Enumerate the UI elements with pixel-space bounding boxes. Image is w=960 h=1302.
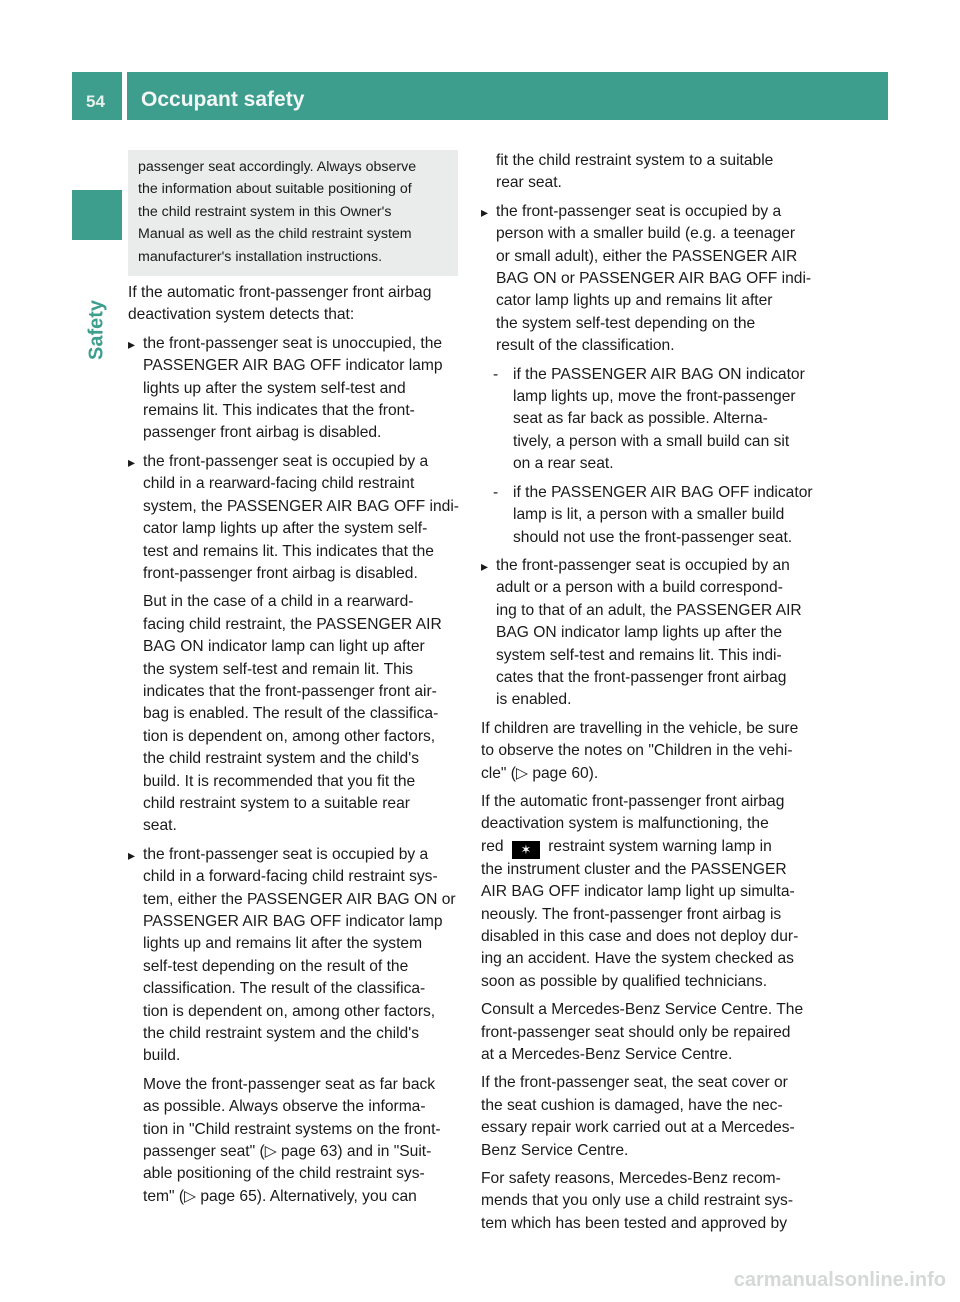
- bullet-item: ▸ the front-passenger seat is unoccupied, the PASSENGER AIR BAG OFF indicator lamp lights up after the system self-test and remains lit. This indicates that the front- passenger front airbag is disabled.: [128, 333, 458, 445]
- watermark: carmanualsonline.info: [733, 1269, 946, 1291]
- paragraph: Consult a Mercedes-Benz Service Centre. The front-passenger seat should only be repaired at a Mercedes-Benz Service Centre.: [481, 1001, 804, 1064]
- note-box: [128, 150, 458, 276]
- dash-item: - if the PASSENGER AIR BAG ON indicator lamp lights up, move the front-passenger seat as far back as possible. Alterna- tively, a person with a small build can sit on a rear seat.: [481, 364, 813, 476]
- intro-paragraph: If the automatic front-passenger front airbag deactivation system detects that:: [128, 284, 432, 324]
- paragraph: If children are travelling in the vehicle, be sure to observe the notes on "Children in the vehi- cle" (▷ page 60).: [481, 719, 799, 782]
- bullet-continuation: fit the child restraint system to a suitable rear seat.: [496, 152, 774, 192]
- restraint-warning-lamp-icon: ✶: [512, 841, 540, 859]
- page-number-tab: [72, 72, 122, 120]
- right-column: [481, 150, 813, 1241]
- bullet-item: ▸ the front-passenger seat is occupied by a person with a smaller build (e.g. a teenager or small adult), either the PASSENGER AIR BAG ON or PASSENGER AIR BAG OFF indi- cator lamp lights up and remains lit after the system self-test depending on the result of the classification.: [481, 201, 813, 358]
- dash-item: - if the PASSENGER AIR BAG OFF indicator lamp is lit, a person with a smaller build should not use the front-passenger seat.: [481, 482, 813, 549]
- bullet-item: ▸ the front-passenger seat is occupied by a child in a forward-facing child restraint sys- tem, either the PASSENGER AIR BAG ON or PASSENGER AIR BAG OFF indicator lamp lights up and remains lit after the system self-test depending on the result of the classification. The result of the classifica- tion is dependent on, among other factors, the child restraint system and the child's build. Move the front-passenger seat as far back as possible. Always observe the informa- tion in "Child restraint systems on the front- passenger seat" (▷ page 63) and in "Suit- able positioning of the child restraint sys- tem" (▷ page 65). Alternatively, you can: [128, 844, 458, 1209]
- paragraph: If the automatic front-passenger front airbag deactivation system is malfunctioning, the red ✶ restraint system warning lamp in the instrument cluster and the PASSENGER AIR BAG OFF indicator lamp light up simulta- neously. The front-passenger front airbag is disabled in this case and does not deploy dur- ing an accident. Have the system checked as soon as possible by qualified technicians.: [481, 792, 799, 990]
- left-column: [128, 150, 458, 1214]
- paragraph: If the front-passenger seat, the seat cover or the seat cushion is damaged, have the nec- essary repair work carried out at a Mercedes- Benz Service Centre.: [481, 1074, 795, 1159]
- bullet-subparagraph: Move the front-passenger seat as far back as possible. Always observe the informa- tion in "Child restraint systems on the front- passenger seat" (▷ page 63) and in "Suit- able positioning of the child restraint sys- tem" (▷ page 65). Alternatively, you can: [143, 1075, 441, 1205]
- bullet-subparagraph: But in the case of a child in a rearward- facing child restraint, the PASSENGER AIR BAG ON indicator lamp can light up after the system self-test and remain lit. This indicates that the front-passenger front air- bag is enabled. The result of the classifica- tion is dependent on, among other factors, the child restraint system and the child's build. It is recommended that you fit the child restraint system to a suitable rear seat.: [143, 593, 442, 835]
- section-marker: [72, 190, 122, 240]
- paragraph: For safety reasons, Mercedes-Benz recom- mends that you only use a child restraint sys- tem which has been tested and approved by: [481, 1170, 794, 1232]
- note-line: the information about suitable positioning of: [138, 181, 412, 198]
- page-title: Occupant safety: [141, 88, 305, 111]
- section-label: Safety: [85, 299, 108, 361]
- bullet-item: ▸ the front-passenger seat is occupied by a child in a rearward-facing child restraint system, the PASSENGER AIR BAG OFF indi- cator lamp lights up after the system self- test and remains lit. This indicates that the front-passenger front airbag is disabled. But in the case of a child in a rearward- facing child restraint, the PASSENGER AIR BAG ON indicator lamp can light up after the system self-test and remain lit. This indicates that the front-passenger front air- bag is enabled. The result of the classifica- tion is dependent on, among other factors, the child restraint system and the child's build. It is recommended that you fit the child restraint system to a suitable rear seat.: [128, 451, 458, 838]
- note-line: Manual as well as the child restraint system: [138, 226, 412, 243]
- page-title-bar: [127, 72, 888, 120]
- note-line: manufacturer's installation instructions.: [138, 248, 383, 265]
- note-line: passenger seat accordingly. Always observe: [138, 159, 417, 175]
- page-number: 54: [86, 92, 105, 111]
- note-line: the child restraint system in this Owner's: [138, 203, 392, 220]
- bullet-item: ▸ the front-passenger seat is occupied by an adult or a person with a build correspond- ing to that of an adult, the PASSENGER AIR BAG ON indicator lamp lights up after the system self-test and remains lit. This indi- cates that the front-passenger front airbag is enabled.: [481, 555, 813, 712]
